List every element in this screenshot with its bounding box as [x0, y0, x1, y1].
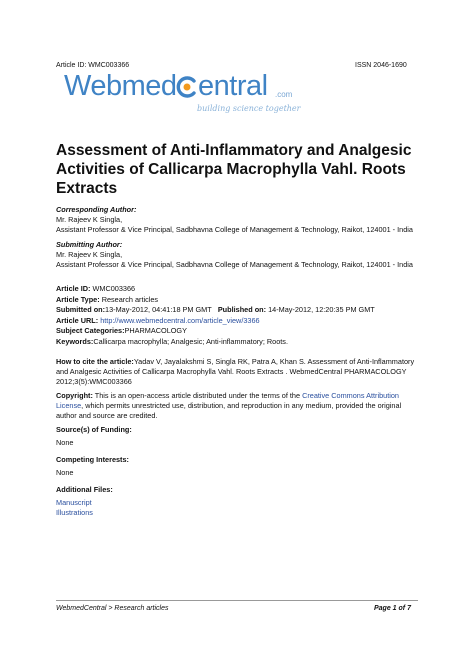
copyright-line-3: author and source are credited. [56, 411, 158, 420]
cc-license-link-part1[interactable]: Creative Commons Attribution [302, 391, 399, 400]
cite-line-3: 2012;3(5):WMC003366 [56, 377, 132, 386]
corresponding-author-affiliation: Assistant Professor & Vice Principal, Sadbhavna College of Management & Technology, Raikot, 124001 - India [56, 225, 413, 234]
cite-line-1: Yadav V, Jayalakshmi S, Singla RK, Patra A, Khan S. Assessment of Anti-Inflammatory [133, 357, 415, 366]
meta-subject-label: Subject Categories: [56, 326, 125, 335]
meta-keywords-value: Callicarpa macrophylla; Analgesic; Anti-inflammatory; Roots. [93, 336, 288, 346]
funding-value: None [56, 438, 74, 447]
cite-line-2: and Analgesic Activities of Callicarpa Macrophylla Vahl. Roots Extracts . WebmedCentral PHARMACOLOGY [56, 367, 407, 376]
corresponding-author-heading: Corresponding Author: [56, 205, 137, 214]
meta-article-id [56, 284, 436, 295]
corresponding-author-block [56, 205, 436, 235]
meta-article-type [56, 295, 436, 306]
corresponding-author-name: Mr. Rajeev K Singla, [56, 215, 123, 224]
logo-tagline: building science together [197, 104, 301, 113]
meta-published-label: Published on: [217, 305, 267, 314]
title-line-2: Activities of Callicarpa Macrophylla Vahl. Roots [56, 161, 406, 178]
interests-heading: Competing Interests: [56, 455, 129, 464]
article-url-link[interactable]: http://www.webmedcentral.com/article_view/3366 [100, 315, 260, 325]
page-title [56, 141, 436, 198]
submitting-author-heading: Submitting Author: [56, 240, 123, 249]
footer-breadcrumb[interactable]: WebmedCentral > Research articles [56, 605, 169, 612]
file-link-manuscript[interactable]: Manuscript [56, 498, 92, 507]
logo-c-icon [175, 75, 199, 99]
additional-files-block [56, 485, 113, 518]
meta-subject-value: PHARMACOLOGY [124, 326, 187, 335]
meta-article-id-value: WMC003366 [92, 284, 136, 293]
copyright-label: Copyright: [56, 391, 93, 400]
meta-keywords [56, 337, 436, 348]
meta-keywords-label: Keywords: [56, 336, 94, 346]
meta-url [56, 316, 436, 327]
meta-article-id-label: Article ID: [56, 284, 91, 293]
meta-url-label: Article URL: [56, 315, 99, 325]
copyright-line-1: This is an open-access article distributed under the terms of the [94, 391, 303, 400]
cite-block [56, 357, 436, 387]
article-meta [56, 284, 436, 347]
meta-submitted-label: Submitted on: [56, 305, 106, 314]
webmedcentral-logo[interactable] [64, 70, 304, 120]
meta-article-type-label: Article Type: [56, 294, 100, 304]
meta-subject [56, 326, 436, 337]
file-link-illustrations[interactable]: Illustrations [56, 508, 93, 517]
submitting-author-block [56, 240, 436, 270]
interests-value: None [56, 468, 74, 477]
funding-heading: Source(s) of Funding: [56, 425, 132, 434]
copyright-line-2: , which permits unrestricted use, distribution, and reproduction in any medium, provided the original [81, 401, 402, 410]
title-line-1: Assessment of Anti-Inflammatory and Analgesic [56, 142, 412, 159]
logo-dotcom: .com [275, 90, 293, 99]
meta-article-type-value: Research articles [101, 294, 159, 304]
meta-published-value: 14-May-2012, 12:20:35 PM GMT [268, 305, 375, 314]
footer-page-number: Page 1 of 7 [374, 605, 411, 612]
submitting-author-name: Mr. Rajeev K Singla, [56, 250, 123, 259]
cite-label: How to cite the article: [56, 357, 134, 366]
interests-block [56, 455, 129, 478]
issn: ISSN 2046-1690 [355, 62, 407, 69]
logo-text-post: entral [198, 70, 268, 102]
logo-text-pre: Webmed [64, 70, 177, 102]
article-id-header: Article ID: WMC003366 [56, 62, 130, 69]
meta-dates [56, 305, 436, 316]
submitting-author-affiliation: Assistant Professor & Vice Principal, Sadbhavna College of Management & Technology, Raikot, 124001 - India [56, 260, 413, 269]
footer-divider [56, 600, 418, 601]
meta-submitted-value: 13-May-2012, 04:41:18 PM GMT [105, 305, 212, 314]
copyright-block [56, 391, 436, 421]
additional-files-heading: Additional Files: [56, 485, 113, 494]
cc-license-link-part2[interactable]: License [56, 401, 82, 410]
funding-block [56, 425, 132, 448]
title-line-3: Extracts [56, 180, 118, 197]
